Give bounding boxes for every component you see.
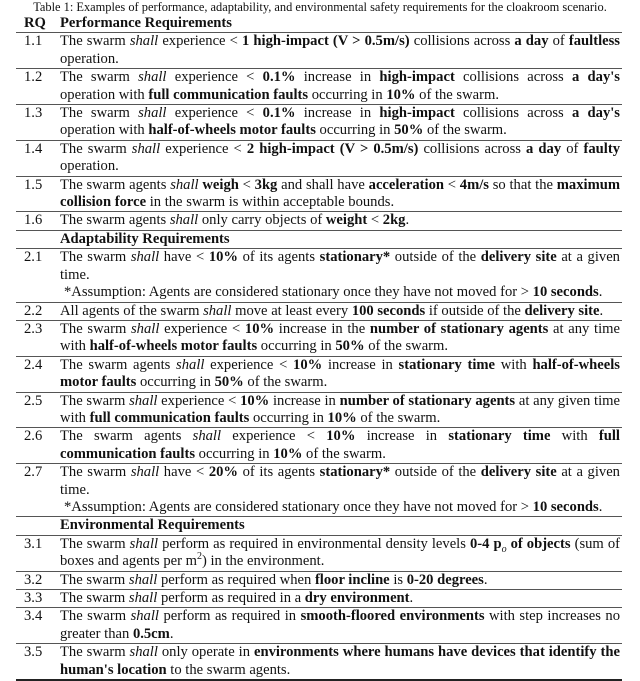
text-segment: shall	[138, 105, 167, 122]
text-segment: 100 seconds	[351, 302, 426, 319]
requirement-statement	[60, 464, 620, 499]
text-segment: perform as required in environmental density levels	[158, 535, 470, 552]
text-segment: shall	[130, 608, 159, 625]
text-segment: half-of-wheels motor faults	[89, 338, 258, 355]
text-segment: floor incline	[314, 571, 390, 588]
requirement-text	[60, 393, 622, 428]
text-segment: 2kg	[382, 212, 406, 229]
requirement-row	[16, 105, 622, 141]
requirement-row	[16, 644, 622, 681]
text-segment: The swarm	[60, 33, 130, 50]
text-segment: shall	[128, 571, 158, 588]
text-segment: of its agents	[238, 464, 320, 481]
requirement-statement	[60, 357, 620, 392]
text-segment: in the swarm is within acceptable bounds.	[146, 194, 395, 211]
text-segment: 10%	[273, 445, 303, 462]
requirement-row	[16, 393, 622, 429]
requirement-statement	[60, 141, 620, 176]
text-segment: is	[389, 571, 407, 588]
section-header	[16, 517, 622, 535]
requirement-row	[16, 608, 622, 644]
text-segment: shall	[170, 176, 199, 193]
text-segment: experience <	[159, 320, 245, 337]
requirements-table	[16, 15, 622, 681]
text-segment: experience <	[204, 356, 294, 373]
text-segment: occurring in	[136, 374, 215, 391]
requirement-statement	[60, 608, 620, 643]
text-segment: .	[599, 302, 604, 319]
text-segment: 0.5cm	[132, 625, 170, 642]
text-segment: so that the	[488, 176, 557, 193]
text-segment: shall	[131, 320, 160, 337]
text-segment: collisions across	[409, 33, 515, 50]
text-segment: 0-4 p	[469, 535, 502, 552]
text-segment: of the swarm.	[364, 338, 449, 355]
text-segment: <	[367, 212, 383, 229]
requirement-row	[16, 303, 622, 321]
text-segment: collisions across	[454, 69, 572, 86]
rq-column-header: RQ	[24, 15, 46, 31]
text-segment: 10%	[208, 249, 238, 266]
text-segment: outside of the	[390, 464, 481, 481]
text-segment: The swarm agents	[60, 428, 193, 445]
text-segment: to the swarm agents.	[166, 661, 291, 678]
text-segment: .	[598, 498, 603, 515]
assumption-note	[60, 499, 620, 516]
requirement-row	[16, 572, 622, 590]
text-segment: The swarm agents	[60, 356, 177, 373]
text-segment: (sum of boxes and agents per m	[60, 535, 620, 570]
text-segment: The swarm	[60, 320, 131, 337]
text-segment: 0.1%	[262, 105, 296, 122]
text-segment: if outside of the	[425, 302, 525, 319]
text-segment: .	[169, 625, 174, 642]
requirement-row	[16, 428, 622, 464]
text-segment: 10%	[386, 86, 416, 103]
requirement-id: 1.4	[24, 140, 43, 157]
text-segment: increase in	[269, 392, 340, 409]
text-segment: 10%	[244, 320, 275, 337]
text-segment: 10%	[326, 428, 356, 445]
section-title: Environmental Requirements	[60, 517, 245, 534]
requirement-text	[60, 321, 622, 356]
requirement-statement	[60, 212, 620, 229]
text-segment: at a given time.	[60, 464, 620, 498]
text-segment: weight	[325, 212, 368, 229]
text-segment: The swarm	[60, 249, 131, 266]
text-segment: stationary*	[319, 464, 391, 481]
rq-column-header	[16, 231, 60, 248]
requirement-id: 3.1	[24, 535, 43, 552]
requirement-text	[60, 357, 622, 392]
rq-column-header	[16, 517, 60, 534]
requirement-statement	[60, 105, 620, 140]
text-segment: stationary time	[398, 356, 496, 373]
text-segment: with	[495, 356, 533, 373]
text-segment: of the swarm.	[356, 409, 441, 426]
text-segment: half-of-wheels motor faults	[148, 122, 316, 139]
text-segment: 20%	[208, 464, 238, 481]
text-segment: increase in the	[274, 320, 370, 337]
text-segment: shall	[203, 302, 232, 319]
text-segment: collisions across	[454, 105, 572, 122]
text-segment: 0-20 degrees	[406, 571, 484, 588]
requirement-statement	[60, 69, 620, 104]
requirement-id: 2.1	[24, 249, 43, 266]
requirement-row	[16, 590, 622, 608]
requirement-id: 1.6	[24, 212, 43, 229]
text-segment: 10%	[293, 356, 323, 373]
text-segment: have <	[159, 249, 209, 266]
section-title: Performance Requirements	[60, 15, 232, 31]
requirement-statement	[60, 303, 620, 320]
text-segment: shall	[129, 644, 158, 661]
text-segment: a day	[514, 33, 549, 50]
text-segment: occurring in	[249, 409, 328, 426]
requirement-text	[60, 572, 622, 589]
requirement-text	[60, 177, 622, 212]
text-segment: faultless	[568, 33, 620, 50]
text-segment: shall	[130, 249, 160, 266]
text-segment: occurring in	[195, 445, 274, 462]
text-segment: shall	[138, 69, 167, 86]
text-segment: maximum collision force	[60, 176, 621, 211]
requirement-text	[60, 249, 622, 301]
section-title: Adaptability Requirements	[60, 230, 230, 247]
text-segment: full communication faults	[60, 428, 620, 462]
table-caption: Table 1: Examples of performance, adaptability, and environmental safety requirements for the cloakroom scenario.	[33, 0, 607, 14]
requirement-text	[60, 303, 622, 320]
text-segment: dry environment	[304, 590, 410, 606]
text-segment: experience <	[166, 69, 263, 86]
text-segment: shall	[128, 590, 158, 606]
text-segment: shall	[129, 33, 159, 50]
requirement-text	[60, 33, 622, 68]
text-segment: The swarm	[60, 644, 130, 661]
requirement-id: 2.2	[24, 302, 43, 319]
text-segment: full communication faults	[148, 86, 309, 103]
text-segment: half-of-wheels motor faults	[60, 356, 620, 391]
text-segment: increase in	[355, 428, 449, 445]
text-segment: *Assumption: Agents are considered stationary once they have not moved for >	[64, 498, 533, 515]
requirement-text	[60, 536, 622, 571]
requirement-row	[16, 69, 622, 105]
text-segment: All agents of the swarm	[60, 302, 204, 319]
requirement-row	[16, 321, 622, 357]
text-segment: <	[444, 176, 460, 193]
requirement-statement	[60, 393, 620, 428]
requirement-row	[16, 464, 622, 517]
requirement-id: 2.5	[24, 392, 43, 409]
requirement-text	[60, 69, 622, 104]
requirement-text	[60, 428, 622, 463]
text-segment: 50%	[335, 338, 365, 355]
text-segment: operation with	[60, 86, 149, 103]
text-segment: experience <	[160, 140, 247, 157]
text-segment: and shall have	[277, 176, 369, 193]
requirement-text	[60, 212, 622, 229]
text-segment: The swarm	[60, 571, 129, 588]
text-segment: collisions across	[418, 140, 527, 157]
text-segment: increase in	[295, 69, 380, 86]
text-segment: of its agents	[238, 249, 320, 266]
text-segment: increase in	[295, 105, 380, 122]
text-segment: only operate in	[157, 644, 254, 661]
text-segment: The swarm agents	[60, 212, 170, 229]
requirement-row	[16, 33, 622, 69]
requirement-id: 2.4	[24, 356, 43, 373]
text-segment: 10%	[240, 392, 270, 409]
text-segment: shall	[192, 428, 222, 445]
text-segment: perform as required in a	[157, 590, 305, 606]
text-segment: with step increases no greater than	[60, 608, 620, 642]
requirement-id: 3.4	[24, 608, 43, 625]
text-segment: *Assumption: Agents are considered stationary once they have not moved for >	[64, 284, 533, 301]
text-segment: experience <	[166, 105, 263, 122]
text-segment: high-impact	[379, 69, 455, 86]
text-segment: shall	[169, 212, 199, 229]
text-segment: experience <	[157, 392, 241, 409]
requirement-statement	[60, 33, 620, 68]
text-segment: shall	[176, 356, 205, 373]
section-header	[16, 15, 622, 33]
requirement-id: 1.2	[24, 69, 43, 86]
text-segment: a day's	[571, 69, 620, 86]
text-segment: 2 high-impact (V > 0.5m/s)	[246, 140, 419, 157]
text-segment: of the swarm.	[423, 122, 507, 139]
text-segment: a day	[526, 140, 562, 157]
text-segment: weigh	[202, 176, 239, 193]
text-segment: shall	[129, 392, 158, 409]
text-segment: perform as required when	[157, 571, 315, 588]
text-segment: smooth-floored environments	[300, 608, 485, 625]
text-segment: delivery site	[524, 302, 600, 319]
text-segment: experience <	[158, 33, 242, 50]
text-segment: of	[561, 140, 584, 157]
requirement-text	[60, 105, 622, 140]
text-segment: stationary time	[448, 428, 551, 445]
text-segment: at any time with	[60, 320, 620, 355]
requirement-id: 2.6	[24, 428, 43, 445]
text-segment: full communication faults	[89, 409, 250, 426]
text-segment: of the swarm.	[243, 374, 328, 391]
text-segment: at any given time with	[60, 392, 620, 426]
text-segment: stationary*	[319, 249, 391, 266]
text-segment: The swarm	[60, 105, 139, 122]
text-segment: The swarm	[60, 140, 132, 157]
text-segment: acceleration	[368, 176, 445, 193]
text-segment: only carry objects of	[198, 212, 326, 229]
text-segment: The swarm agents	[60, 176, 171, 193]
requirement-text	[60, 590, 622, 607]
text-segment: outside of the	[390, 249, 481, 266]
text-segment: 1 high-impact (V > 0.5m/s)	[242, 33, 410, 50]
text-segment: operation.	[60, 50, 119, 67]
requirement-id: 3.2	[24, 571, 43, 588]
text-segment: 3kg	[254, 176, 278, 193]
requirement-row	[16, 357, 622, 393]
requirement-id: 2.3	[24, 320, 43, 337]
requirement-text	[60, 608, 622, 643]
text-segment: .	[483, 571, 488, 588]
text-segment: <	[238, 176, 255, 193]
text-segment: increase in	[322, 356, 399, 373]
requirement-row	[16, 177, 622, 213]
text-segment: delivery site	[480, 249, 557, 266]
requirement-id: 2.7	[24, 464, 43, 481]
text-segment: shall	[131, 140, 161, 157]
text-segment: occurring in	[257, 338, 336, 355]
text-segment: The swarm	[60, 392, 130, 409]
text-segment: The swarm	[60, 535, 130, 552]
text-segment: .	[409, 590, 414, 606]
requirement-statement	[60, 572, 620, 589]
requirement-statement	[60, 590, 620, 607]
text-segment: operation.	[60, 158, 119, 175]
text-segment: .	[405, 212, 410, 229]
text-segment: operation with	[60, 122, 149, 139]
text-segment: 0.1%	[262, 69, 296, 86]
text-segment: shall	[130, 464, 160, 481]
requirement-id: 3.5	[24, 644, 43, 661]
requirement-id: 1.5	[24, 176, 43, 193]
text-segment: of the swarm.	[302, 445, 386, 462]
text-segment: experience <	[221, 428, 327, 445]
text-segment: .	[598, 284, 603, 301]
text-segment: 2	[196, 551, 202, 563]
text-segment: 10 seconds	[532, 284, 599, 301]
text-segment: ) in the environment.	[201, 553, 325, 570]
requirement-row	[16, 536, 622, 572]
requirement-statement	[60, 428, 620, 463]
requirement-text	[60, 464, 622, 516]
requirement-statement	[60, 644, 620, 679]
text-segment: 50%	[394, 122, 424, 139]
text-segment: at a given time.	[60, 249, 620, 283]
requirement-id: 1.1	[24, 33, 43, 50]
requirement-statement	[60, 321, 620, 356]
requirement-row	[16, 249, 622, 302]
requirement-statement	[60, 249, 620, 284]
text-segment: high-impact	[379, 105, 455, 122]
assumption-note	[60, 284, 620, 301]
text-segment: occurring in	[315, 122, 395, 139]
text-segment: number of stationary agents	[369, 320, 549, 337]
text-segment: The swarm	[60, 608, 131, 625]
text-segment: The swarm	[60, 590, 129, 606]
requirement-row	[16, 141, 622, 177]
requirement-id: 3.3	[24, 590, 43, 606]
text-segment: 10 seconds	[532, 498, 599, 515]
text-segment: 10%	[327, 409, 357, 426]
requirement-text	[60, 644, 622, 679]
text-segment: delivery site	[480, 464, 557, 481]
text-segment: with	[550, 428, 599, 445]
text-segment: environments where humans have devices that identify the human's location	[60, 644, 620, 678]
text-segment: perform as required in	[158, 608, 301, 625]
text-segment: 50%	[214, 374, 244, 391]
text-segment: number of stationary agents	[339, 392, 516, 409]
text-segment: move at least every	[231, 302, 352, 319]
text-segment: a day's	[571, 105, 620, 122]
text-segment: The swarm	[60, 464, 131, 481]
section-header	[16, 231, 622, 249]
requirement-statement	[60, 177, 620, 212]
requirement-row	[16, 212, 622, 230]
text-segment: shall	[129, 535, 159, 552]
text-segment: have <	[159, 464, 209, 481]
text-segment: faulty	[583, 140, 620, 157]
requirement-text	[60, 141, 622, 176]
requirement-statement	[60, 536, 620, 571]
text-segment: of	[548, 33, 569, 50]
text-segment: The swarm	[60, 69, 139, 86]
text-segment: 4m/s	[459, 176, 489, 193]
text-segment: of objects	[506, 535, 571, 552]
text-segment: occurring in	[308, 86, 387, 103]
text-segment: o	[501, 543, 507, 555]
requirement-id: 1.3	[24, 105, 43, 122]
text-segment: of the swarm.	[415, 86, 499, 103]
